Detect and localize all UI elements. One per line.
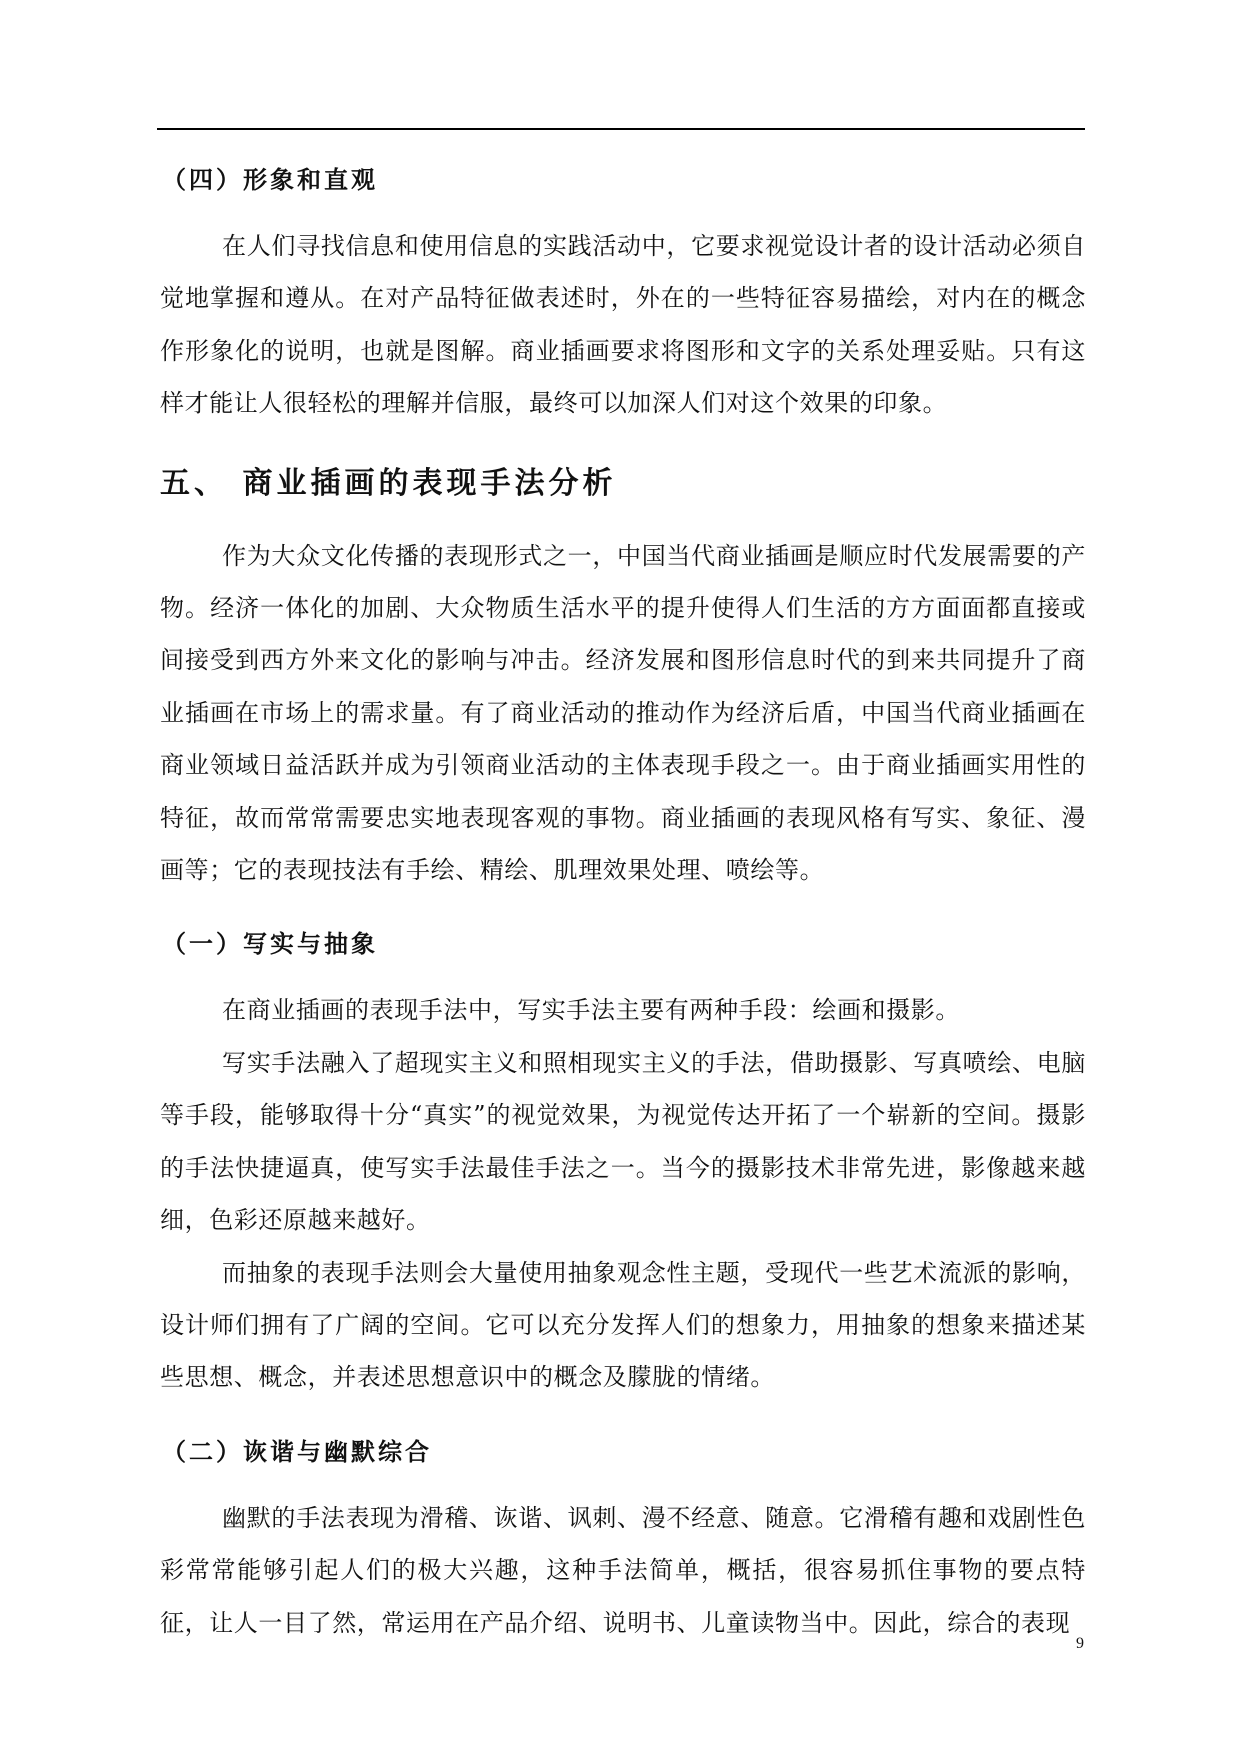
subsection-heading-2: （二）诙谐与幽默综合 [162,1436,432,1466]
chapter-5-paragraph: 作为大众文化传播的表现形式之一，中国当代商业插画是顺应时代发展需要的产物。经济一体化的加剧、大众物质生活水平的提升使得人们生活的方方面面都直接或间接受到西方外来文化的影响与冲击。经济发展和图形信息时代的到来共同提升了商业插画在市场上的需求量。有了商业活动的推动作为经济后盾，中国当代商业插画在商业领域日益活跃并成为引领商业活动的主体表现手段之一。由于商业插画实用性的特征，故而常常需要忠实地表现客观的事物。商业插画的表现风格有写实、象征、漫画等；它的表现技法有手绘、精绘、肌理效果处理、喷绘等。 [160,541,1086,885]
page-body [160,150,1086,1649]
section-heading-4: （四）形象和直观 [162,165,378,194]
page-number: 9 [1076,1635,1084,1652]
subsection-2-paragraph: 幽默的手法表现为滑稽、诙谐、讽刺、漫不经意、随意。它滑稽有趣和戏剧性色彩常常能够引起人们的极大兴趣，这种手法简单，概括，很容易抓住事物的要点特征，让人一目了然，常运用在产品介绍、说明书、儿童读物当中。因此，综合的表现 [160,1503,1086,1637]
subsection-1-paragraph-1: 在商业插画的表现手法中，写实手法主要有两种手段：绘画和摄影。 [222,996,960,1025]
subsection-1-paragraph-3: 而抽象的表现手法则会大量使用抽象观念性主题，受现代一些艺术流派的影响，设计师们拥有了广阔的空间。它可以充分发挥人们的想象力，用抽象的想象来描述某些思想、概念，并表述思想意识中的概念及朦胧的情绪。 [160,1258,1086,1392]
header-rule [157,128,1085,130]
chapter-heading-5: 五、 商业插画的表现手法分析 [160,465,617,501]
section-4-paragraph: 在人们寻找信息和使用信息的实践活动中，它要求视觉设计者的设计活动必须自觉地掌握和遵从。在对产品特征做表述时，外在的一些特征容易描绘，对内在的概念作形象化的说明，也就是图解。商业插画要求将图形和文字的关系处理妥贴。只有这样才能让人很轻松的理解并信服，最终可以加深人们对这个效果的印象。 [160,232,1086,418]
subsection-heading-1: （一）写实与抽象 [162,929,378,959]
subsection-1-paragraph-2: 写实手法融入了超现实主义和照相现实主义的手法，借助摄影、写真喷绘、电脑等手段，能够取得十分“真实”的视觉效果，为视觉传达开拓了一个崭新的空间。摄影的手法快捷逼真，使写实手法最佳手法之一。当今的摄影技术非常先进，影像越来越细，色彩还原越来越好。 [160,1048,1086,1235]
